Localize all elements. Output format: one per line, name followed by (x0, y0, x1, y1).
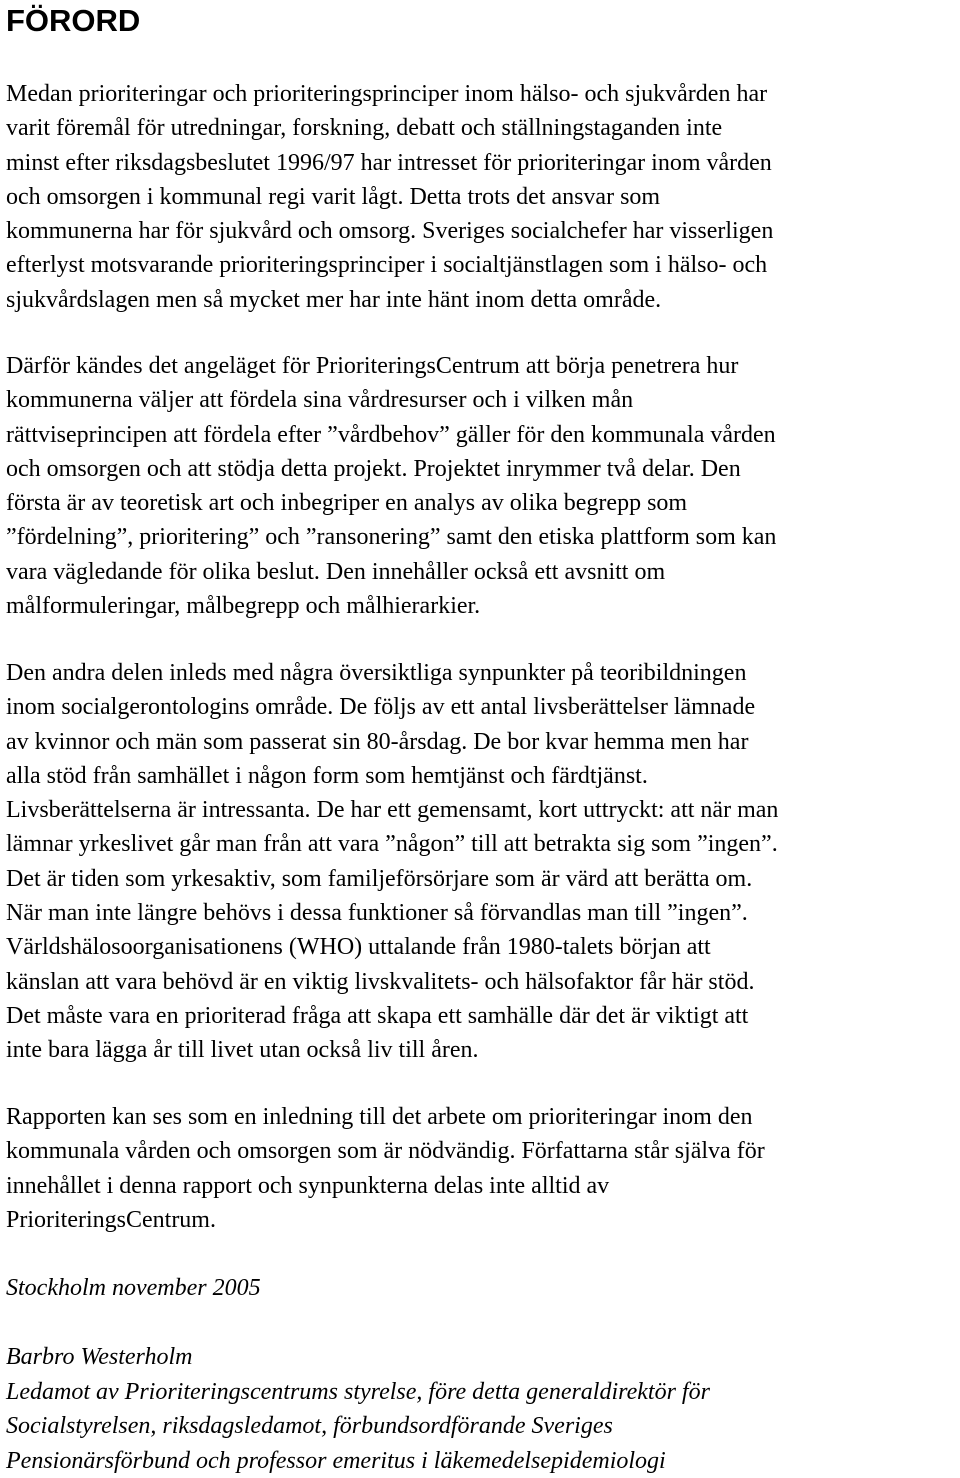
paragraph-3 (6, 656, 778, 1068)
paragraph-line: och omsorgen och att stödja detta projekt. Projektet inrymmer två delar. Den (6, 455, 741, 482)
paragraph-line: Därför kändes det angeläget för PrioriteringsCentrum att börja penetrera hur (6, 353, 739, 379)
paragraph-line: lämnar yrkeslivet går man från att vara ”någon” till att betrakta sig som ”ingen”. (6, 831, 778, 858)
paragraph-line: känslan att vara behövd är en viktig livskvalitets- och hälsofaktor får här stöd. (6, 968, 755, 995)
paragraph-line: Det måste vara en prioriterad fråga att skapa ett samhälle där det är viktigt att (6, 1002, 749, 1029)
signature-title-line: Socialstyrelsen, riksdagsledamot, förbundsordförande Sveriges (6, 1413, 613, 1440)
signature-name-text: Barbro Westerholm (6, 1344, 193, 1370)
signature-title-line: Ledamot av Prioriteringscentrums styrelse, före detta generaldirektör för (6, 1379, 710, 1405)
signature-title-line: Pensionärsförbund och professor emeritus i läkemedelsepidemiologi (6, 1447, 666, 1474)
paragraph-line: minst efter riksdagsbeslutet 1996/97 har intresset för prioriteringar inom vården (6, 149, 772, 176)
paragraph-line: och omsorgen i kommunal regi varit lågt. Detta trots det ansvar som (6, 183, 661, 210)
place-date-text: Stockholm november 2005 (6, 1275, 261, 1301)
paragraph-line: kommunala vården och omsorgen som är nödvändig. Författarna står själva för (6, 1138, 765, 1165)
paragraph-line: första är av teoretisk art och inbegriper en analys av olika begrepp som (6, 490, 688, 517)
paragraph-line: efterlyst motsvarande prioriteringsprinciper i socialtjänstlagen som i hälso- och (6, 252, 768, 279)
paragraph-line: PrioriteringsCentrum. (6, 1206, 216, 1233)
paragraph-line: vara vägledande för olika beslut. Den innehåller också ett avsnitt om (6, 558, 666, 585)
paragraph-line: Medan prioriteringar och prioriteringsprinciper inom hälso- och sjukvården har (6, 81, 768, 107)
signature-name (6, 1340, 192, 1374)
paragraph-line: När man inte längre behövs i dessa funktioner så förvandlas man till ”ingen”. (6, 900, 748, 927)
paragraph-line: målformuleringar, målbegrepp och målhierarkier. (6, 593, 481, 620)
page-title: FÖRORD (6, 3, 141, 38)
paragraph-line: kommunerna väljer att fördela sina vårdresurser och i vilken mån (6, 387, 634, 414)
paragraph-line: inte bara lägga år till livet utan också liv till åren. (6, 1037, 479, 1064)
paragraph-line: alla stöd från samhället i någon form som hemtjänst och färdtjänst. (6, 762, 648, 789)
paragraph-2 (6, 349, 776, 623)
paragraph-line: innehållet i denna rapport och synpunkterna delas inte alltid av (6, 1172, 610, 1199)
paragraph-4 (6, 1100, 765, 1237)
paragraph-line: Det är tiden som yrkesaktiv, som familjeförsörjare som är värd att berätta om. (6, 865, 753, 892)
signature-title (6, 1375, 710, 1478)
paragraph-line: Rapporten kan ses som en inledning till det arbete om prioriteringar inom den (6, 1104, 753, 1130)
paragraph-line: av kvinnor och män som passerat sin 80-årsdag. De bor kvar hemma men har (6, 728, 749, 755)
paragraph-line: varit föremål för utredningar, forskning, debatt och ställningstaganden inte (6, 115, 723, 142)
paragraph-line: ”fördelning”, prioritering” och ”ransonering” samt den etiska plattform som kan (6, 524, 777, 551)
place-and-date (6, 1271, 261, 1305)
paragraph-line: Livsberättelserna är intressanta. De har ett gemensamt, kort uttryckt: att när man (6, 797, 779, 824)
paragraph-line: sjukvårdslagen men så mycket mer har inte hänt inom detta område. (6, 286, 662, 313)
paragraph-1 (6, 77, 773, 317)
paragraph-line: Den andra delen inleds med några översiktliga synpunkter på teoribildningen (6, 660, 747, 686)
paragraph-line: kommunerna har för sjukvård och omsorg. Sveriges socialchefer har visserligen (6, 218, 774, 245)
paragraph-line: inom socialgerontologins område. De följs av ett antal livsberättelser lämnade (6, 694, 756, 721)
paragraph-line: Världshälosoorganisationens (WHO) uttalande från 1980-talets början att (6, 934, 711, 961)
paragraph-line: rättviseprincipen att fördela efter ”vårdbehov” gäller för den kommunala vården (6, 421, 776, 448)
